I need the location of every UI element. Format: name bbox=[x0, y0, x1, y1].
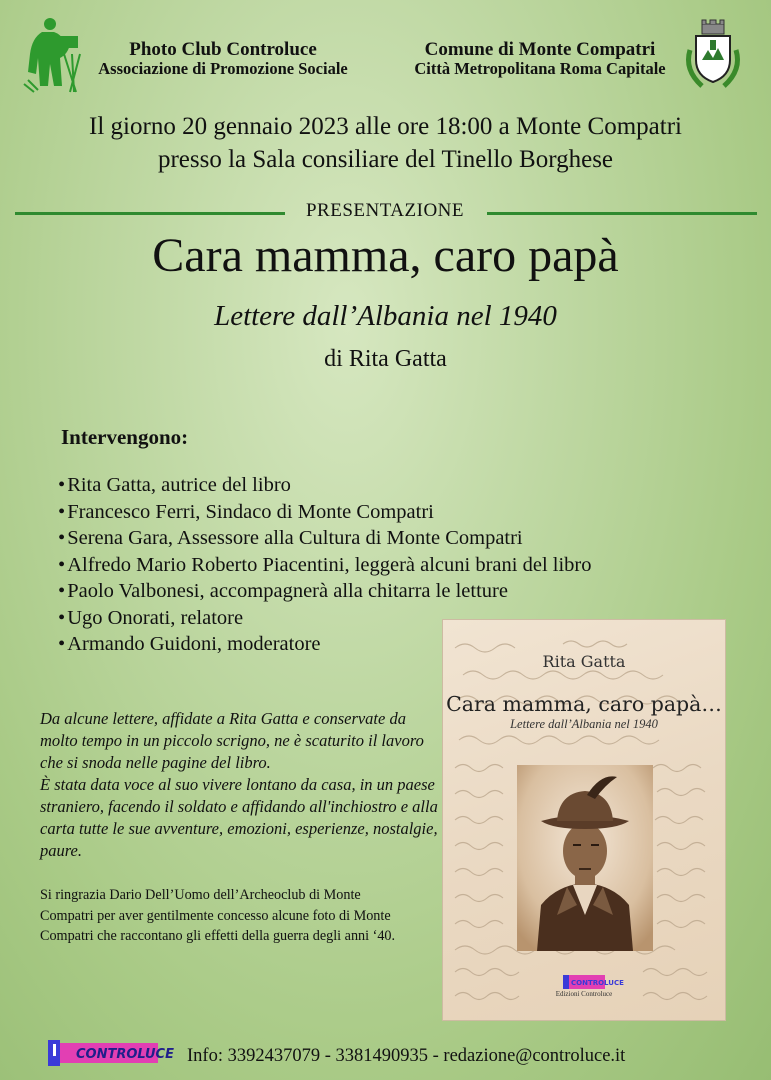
cover-title: Cara mamma, caro papà… bbox=[446, 692, 722, 716]
divider-right bbox=[487, 212, 757, 215]
cover-author: Rita Gatta bbox=[542, 652, 626, 671]
event-venue-line: presso la Sala consiliare del Tinello Borghese bbox=[157, 146, 614, 173]
comune-name: Comune di Monte Compatri bbox=[424, 39, 656, 60]
cover-logo-text: CONTROLUCE bbox=[571, 979, 624, 987]
acknowledgements: Si ringrazia Dario Dell’Uomo dell’Archeoclub di Monte Compatri per aver gentilmente concesso alcune foto di Monte Compatri che raccontano gli effetti della guerra degli anni ‘40. bbox=[40, 887, 396, 944]
book-description bbox=[40, 708, 440, 862]
speaker-item: • Serena Gara, Assessore alla Cultura di Monte Compatri bbox=[58, 525, 591, 552]
footer-logo-text: CONTROLUCE bbox=[76, 1047, 174, 1062]
book-cover-image bbox=[443, 620, 725, 1020]
header-left bbox=[88, 40, 358, 78]
comune-coat-of-arms-icon bbox=[680, 20, 746, 97]
book-subtitle: Lettere dall’Albania nel 1940 bbox=[214, 300, 557, 332]
description-paragraph: Da alcune lettere, affidate a Rita Gatta e conservate da molto tempo in un piccolo scrigno, ne è scaturito il lavoro che si snoda nelle pagine del libro. bbox=[40, 709, 424, 772]
controluce-footer-logo bbox=[48, 1040, 174, 1071]
description-paragraph: È stata data voce al suo vivere lontano da casa, in un paese straniero, facendo il soldato e affidando all'inchiostro e alla carta tutte le sue avventure, emozioni, esperienze, nostalgie, paure. bbox=[40, 775, 438, 860]
event-date-line: Il giorno 20 gennaio 2023 alle ore 18:00 a Monte Compatri bbox=[89, 113, 682, 140]
speaker-item: • Paolo Valbonesi, accompagnerà alla chitarra le letture bbox=[58, 578, 591, 605]
photo-club-name: Photo Club Controluce bbox=[129, 39, 317, 60]
cover-publisher: Edizioni Controluce bbox=[555, 990, 613, 998]
comune-subtitle: Città Metropolitana Roma Capitale bbox=[414, 59, 666, 78]
header-right bbox=[405, 40, 675, 78]
event-details bbox=[0, 110, 771, 176]
speaker-item: • Rita Gatta, autrice del libro bbox=[58, 472, 591, 499]
cover-subtitle: Lettere dall’Albania nel 1940 bbox=[510, 717, 658, 731]
soldier-portrait-image bbox=[517, 765, 653, 951]
divider-left bbox=[15, 212, 285, 215]
book-author: di Rita Gatta bbox=[324, 346, 447, 372]
speaker-item: • Alfredo Mario Roberto Piacentini, leggerà alcuni brani del libro bbox=[58, 552, 591, 579]
presentation-label: PRESENTAZIONE bbox=[305, 200, 465, 221]
book-title: Cara mamma, caro papà bbox=[152, 229, 619, 282]
photo-club-logo bbox=[20, 14, 86, 101]
speaker-item: • Francesco Ferri, Sindaco di Monte Compatri bbox=[58, 499, 591, 526]
speaker-item: • Ugo Onorati, relatore bbox=[58, 605, 591, 632]
photo-club-subtitle: Associazione di Promozione Sociale bbox=[98, 59, 348, 78]
contact-info: Info: 3392437079 - 3381490935 - redazione@controluce.it bbox=[187, 1046, 626, 1066]
speaker-item: • Armando Guidoni, moderatore bbox=[58, 631, 591, 658]
speakers-heading: Intervengono: bbox=[61, 425, 189, 449]
